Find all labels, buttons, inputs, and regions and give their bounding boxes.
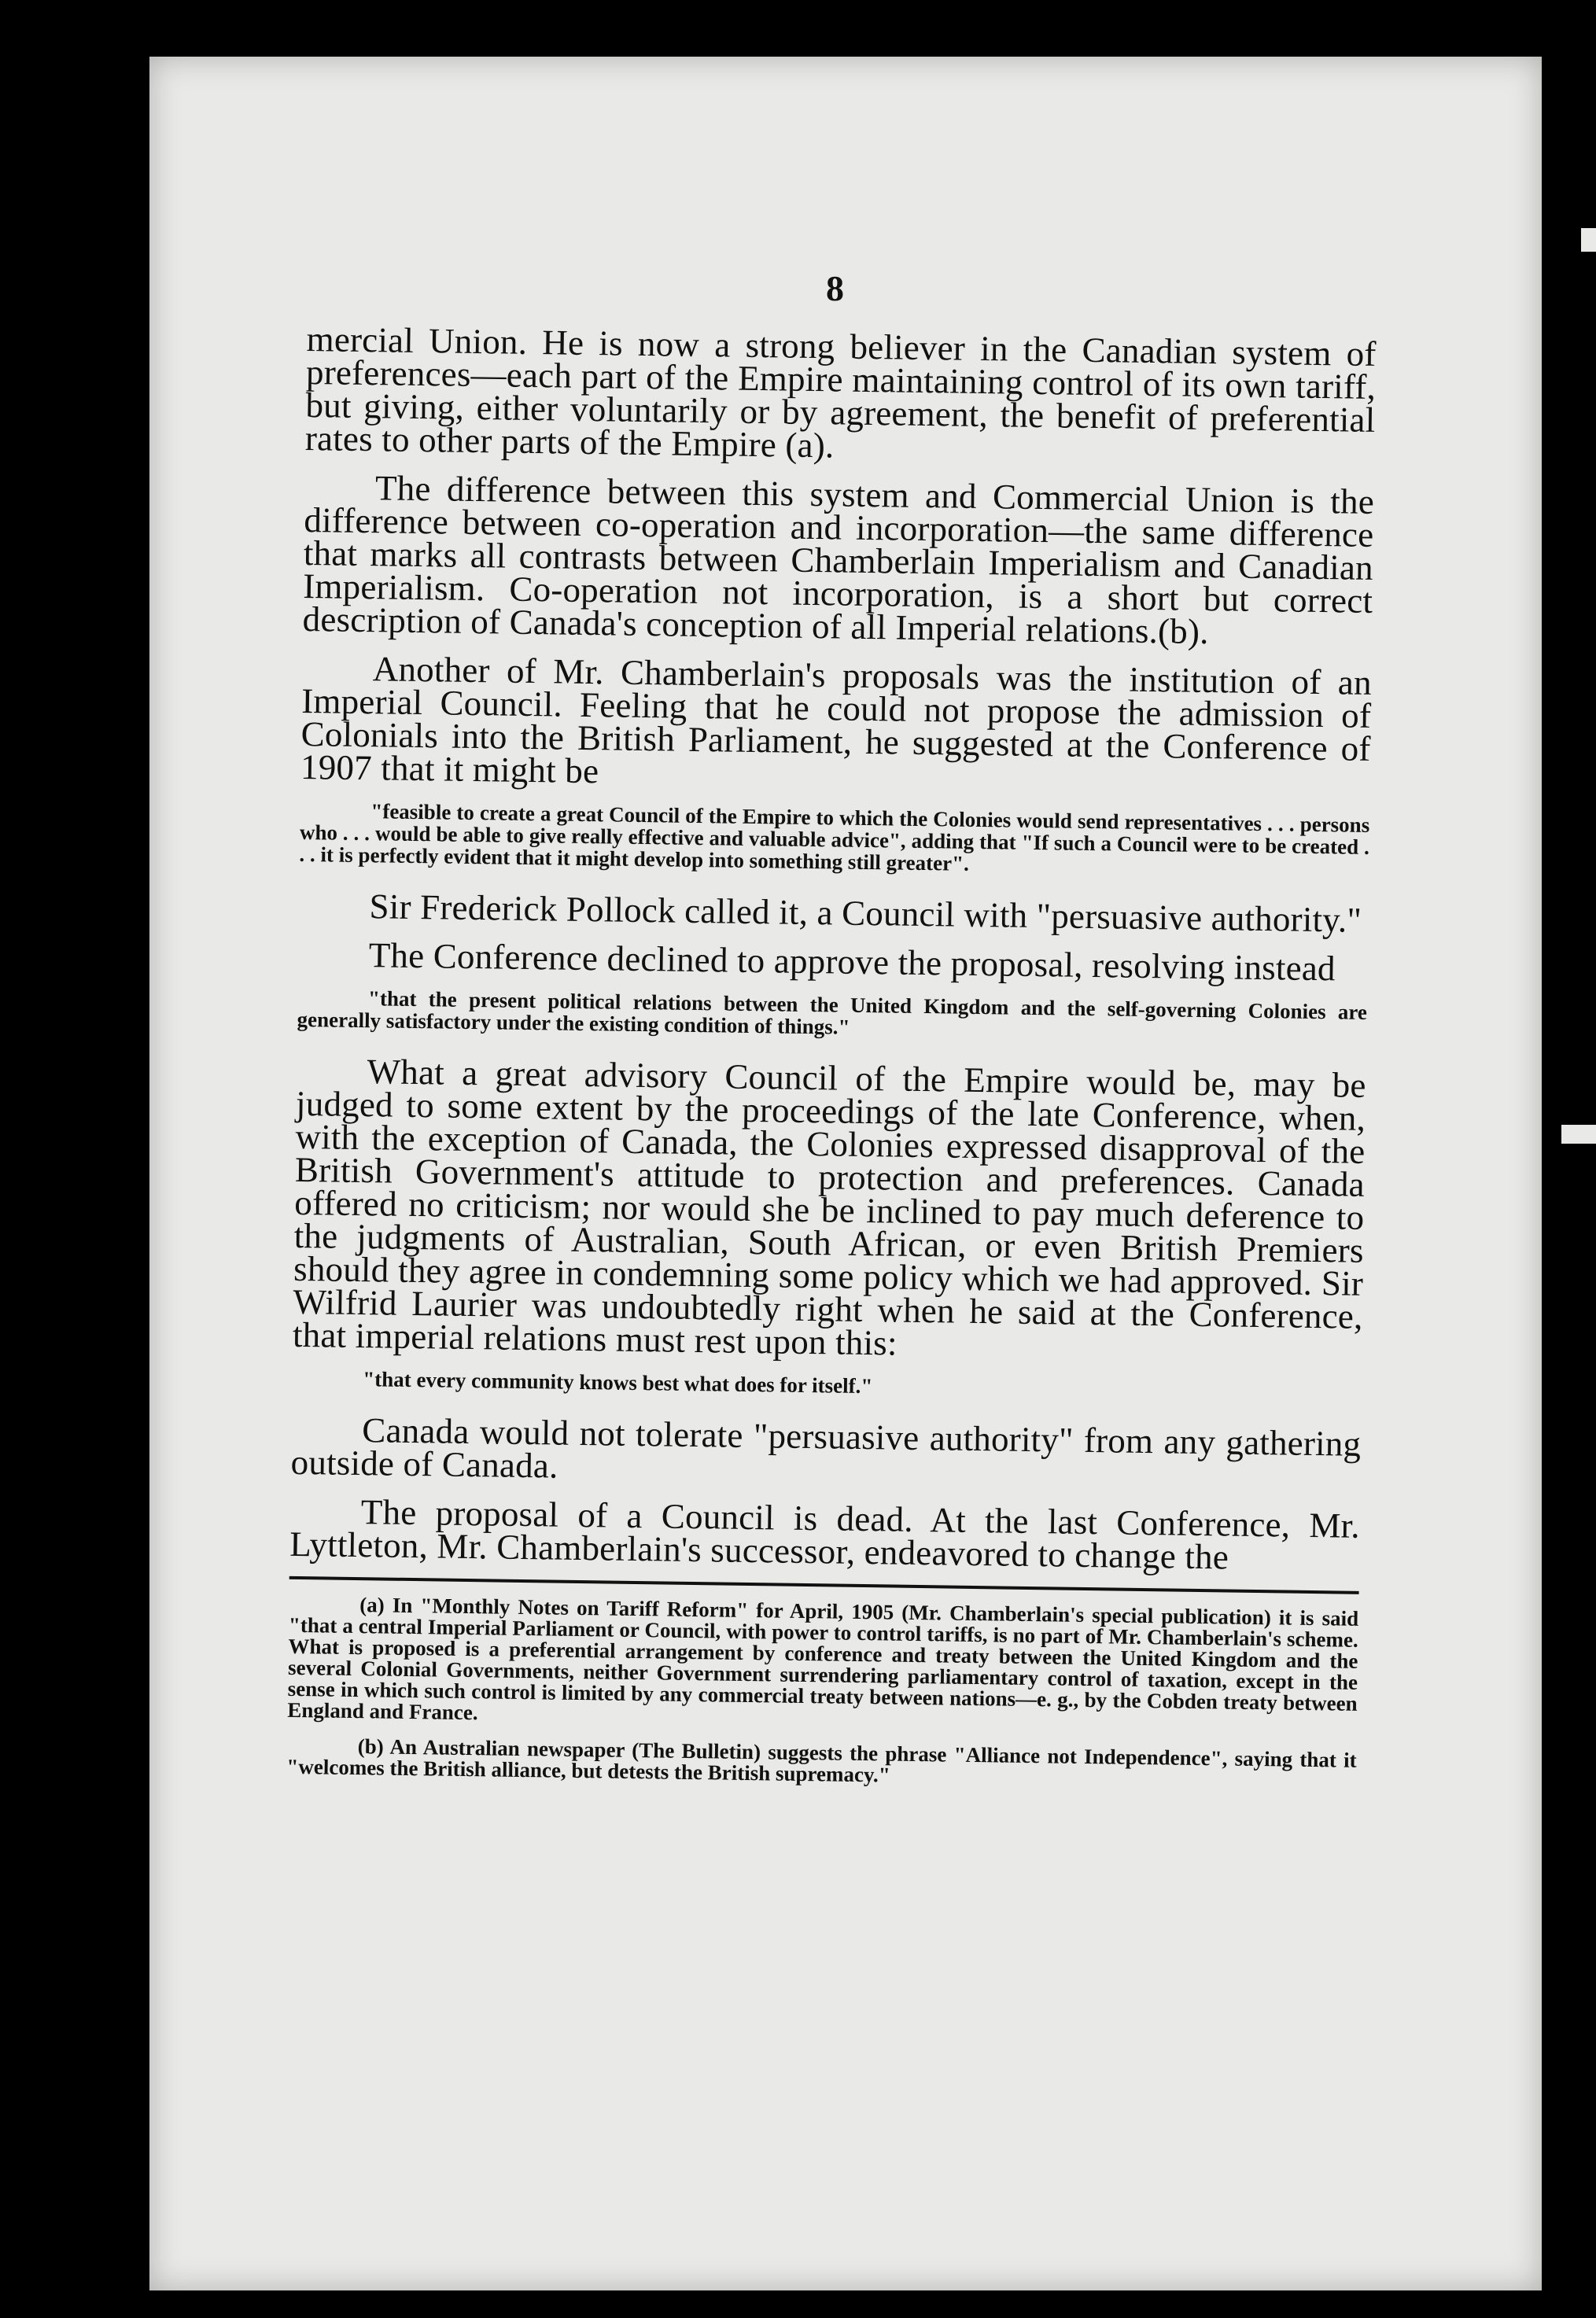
- paragraph-conference-declined: The Conference declined to approve the proposal, resolving instead: [368, 935, 1336, 989]
- quote-council-proposal: "feasible to create a great Council of the Empire to which the Colonies would send representatives . . . persons who . . . would be able to give really effective and valuable advice", adding that "If such a Council were to be created . . . it is perfectly evident that it might develop into something still greater".: [299, 799, 1370, 875]
- quote-conference-resolution: "that the present political relations between the United Kingdom and the self-governing Colonies are generally satisfactory under the existing condition of things.": [297, 986, 1368, 1039]
- page-body: [286, 319, 1377, 1807]
- right-edge-tab-2: [1561, 1125, 1596, 1144]
- paragraph-council-dead: The proposal of a Council is dead. At the last Conference, Mr. Lyttleton, Mr. Chamberlain's successor, endeavored to change the: [289, 1492, 1361, 1577]
- footnote-a: (a) In "Monthly Notes on Tariff Reform" for April, 1905 (Mr. Chamberlain's special publication) it is said "that a central Imperial Parliament or Council, with power to control tariffs, is no part of Mr. Chamberlain's scheme. What is proposed is a preferential arrangement by conference and treaty between the United Kingdom and the several Colonial Governments, neither Government surrendering parliamentary control of taxation, except in the sense in which such control is limited by any commercial treaty between nations—e. g., by the Cobden treaty between England and France.: [287, 1593, 1359, 1725]
- right-edge-tab-1: [1581, 228, 1596, 252]
- paragraph-commercial-union: mercial Union. He is now a strong believer in the Canadian system of preferences—each part of the Empire maintaining control of its own tariff, but giving, either voluntarily or by agreement, the benefit of preferential rates to other parts of the Empire (a).: [304, 319, 1377, 466]
- footnote-rule: [289, 1576, 1359, 1594]
- footnote-b: (b) An Australian newspaper (The Bulletin) suggests the phrase "Alliance not Independence", saying that it "welcomes the British alliance, but detests the British supremacy.": [286, 1734, 1357, 1787]
- paragraph-difference: The difference between this system and Commercial Union is the difference between co-operation and incorporation—the same difference that marks all contrasts between Chamberlain Imperialism and Canadian Imperialism. Co-operation not incorporation, is a short but correct description of Canada's conception of all Imperial relations.(b).: [302, 468, 1375, 652]
- paragraph-tolerate: Canada would not tolerate "persuasive authority" from any gathering outside of Canada.: [290, 1410, 1362, 1486]
- quote-laurier: "that every community knows best what does for itself.": [363, 1367, 873, 1399]
- paragraph-pollock: Sir Frederick Pollock called it, a Council with "persuasive authority.": [369, 886, 1362, 940]
- paragraph-imperial-council: Another of Mr. Chamberlain's proposals was the institution of an Imperial Council. Feeling that he could not propose the admission of Colonials into the British Parliament, he suggested at the Conference of 1907 that it might be: [300, 649, 1373, 791]
- paragraph-advisory-council: What a great advisory Council of the Empire would be, may be judged to some extent by the proceedings of the late Conference, when, with the exception of Canada, the Colonies expressed disapproval of the British Government's attitude to protection and preferences. Canada offered no criticism; nor would she be inclined to pay much deference to the judgments of Australian, South African, or even British Premiers should they agree in condemning some policy which we had approved. Sir Wilfrid Laurier was undoubtedly right when he said at the Conference, that imperial relations must rest upon this:: [292, 1052, 1366, 1363]
- page-number: 8: [826, 268, 844, 308]
